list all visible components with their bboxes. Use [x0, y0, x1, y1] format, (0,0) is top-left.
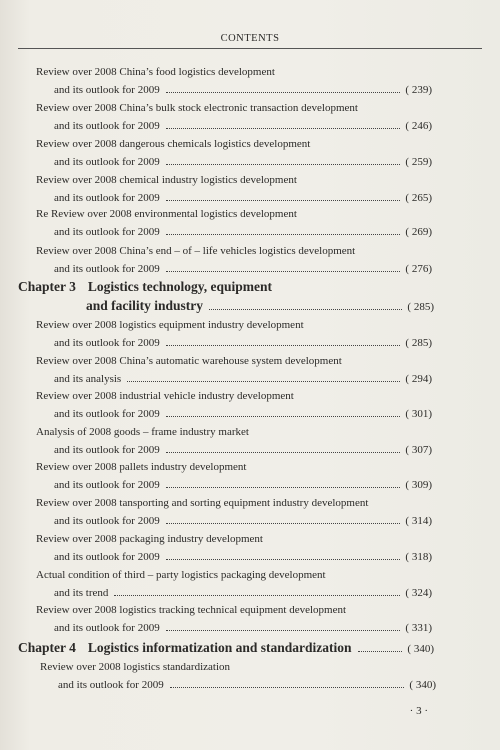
chapter-heading[interactable] [18, 279, 434, 314]
toc-entry-title: Review over 2008 dangerous chemicals logistics development [36, 138, 311, 150]
toc-entry-subtitle: and its outlook for 2009 [54, 515, 160, 527]
toc-page-number: ( 340) [407, 643, 434, 655]
toc-page-number: ( 301) [405, 408, 432, 420]
toc-entry-title: Review over 2008 logistics tracking technical equipment development [36, 604, 347, 616]
toc-entry-title: Review over 2008 tansporting and sorting equipment industry development [36, 497, 369, 509]
dot-leader [166, 523, 401, 524]
toc-entry-subtitle: and its outlook for 2009 [54, 444, 160, 456]
toc-page-number: ( 318) [405, 551, 432, 563]
toc-entry-subtitle: and its outlook for 2009 [54, 120, 160, 132]
toc-entry-title: Review over 2008 China’s food logistics development [36, 66, 275, 78]
chapter-heading[interactable] [18, 640, 434, 656]
toc-page-number: ( 324) [405, 587, 432, 599]
toc-entry-title: Re Review over 2008 environmental logistics development [36, 208, 297, 220]
toc-page-number: ( 285) [407, 301, 434, 313]
running-header: CONTENTS [220, 33, 280, 44]
dot-leader [358, 651, 403, 652]
dot-leader [166, 416, 401, 417]
toc-entry-subtitle: and its outlook for 2009 [54, 263, 160, 275]
header-rule [18, 48, 482, 49]
toc-entry-title: Review over 2008 pallets industry development [36, 461, 247, 473]
toc-entry-title: Analysis of 2008 goods – frame industry market [36, 426, 249, 438]
dot-leader [166, 234, 401, 235]
dot-leader [166, 200, 401, 201]
toc-page-number: ( 269) [405, 226, 432, 238]
chapter-number: Chapter 3 [18, 279, 76, 294]
toc-page-number: ( 307) [405, 444, 432, 456]
dot-leader [114, 595, 400, 596]
toc-entry-title: Review over 2008 China’s end – of – life vehicles logistics development [36, 245, 356, 257]
dot-leader [166, 487, 401, 488]
toc-entry-subtitle: and its outlook for 2009 [54, 408, 160, 420]
chapter-number: Chapter 4 [18, 640, 76, 655]
toc-entry-title: Review over 2008 industrial vehicle industry development [36, 390, 294, 402]
dot-leader [170, 687, 405, 688]
dot-leader [166, 345, 401, 346]
toc-page-number: ( 246) [405, 120, 432, 132]
dot-leader [127, 381, 400, 382]
toc-entry-subtitle: and its outlook for 2009 [54, 337, 160, 349]
toc-page-number: ( 259) [405, 156, 432, 168]
toc-entry-subtitle: and its outlook for 2009 [54, 622, 160, 634]
toc-entry-subtitle: and its analysis [54, 373, 122, 385]
dot-leader [166, 630, 401, 631]
toc-entry-subtitle: and its outlook for 2009 [54, 192, 160, 204]
toc-page-number: ( 239) [405, 84, 432, 96]
dot-leader [209, 309, 402, 310]
dot-leader [166, 271, 401, 272]
toc-entry-subtitle: and its outlook for 2009 [54, 156, 160, 168]
dot-leader [166, 452, 401, 453]
toc-page-number: ( 314) [405, 515, 432, 527]
toc-entry-title: Review over 2008 logistics standardization [40, 661, 231, 673]
dot-leader [166, 164, 401, 165]
toc-entry-title: Review over 2008 China’s automatic warehouse system development [36, 355, 342, 367]
chapter-title-continued: and facility industry [86, 298, 204, 313]
toc-entry-subtitle: and its outlook for 2009 [54, 226, 160, 238]
dot-leader [166, 559, 401, 560]
toc-entry-subtitle: and its outlook for 2009 [58, 679, 164, 691]
toc-entry-subtitle: and its trend [54, 587, 109, 599]
toc-entry-title: Review over 2008 packaging industry development [36, 533, 263, 545]
toc-page-number: ( 276) [405, 263, 432, 275]
toc-page-number: ( 340) [409, 679, 436, 691]
dot-leader [166, 128, 401, 129]
toc-entry-title: Review over 2008 China’s bulk stock electronic transaction development [36, 102, 358, 114]
chapter-title: Logistics technology, equipment [87, 279, 273, 294]
toc-entry-title: Actual condition of third – party logistics packaging development [36, 569, 326, 581]
toc-entry-subtitle: and its outlook for 2009 [54, 479, 160, 491]
toc-entry-subtitle: and its outlook for 2009 [54, 84, 160, 96]
toc-page-number: ( 265) [405, 192, 432, 204]
toc-entry-subtitle: and its outlook for 2009 [54, 551, 160, 563]
dot-leader [166, 92, 401, 93]
page-folio: · 3 · [409, 705, 428, 717]
toc-entry-title: Review over 2008 logistics equipment industry development [36, 319, 304, 331]
toc-page-number: ( 294) [405, 373, 432, 385]
toc-page-number: ( 331) [405, 622, 432, 634]
chapter-title: Logistics informatization and standardization [87, 640, 352, 655]
toc-page-number: ( 309) [405, 479, 432, 491]
toc-entry-title: Review over 2008 chemical industry logistics development [36, 174, 297, 186]
toc-page-number: ( 285) [405, 337, 432, 349]
